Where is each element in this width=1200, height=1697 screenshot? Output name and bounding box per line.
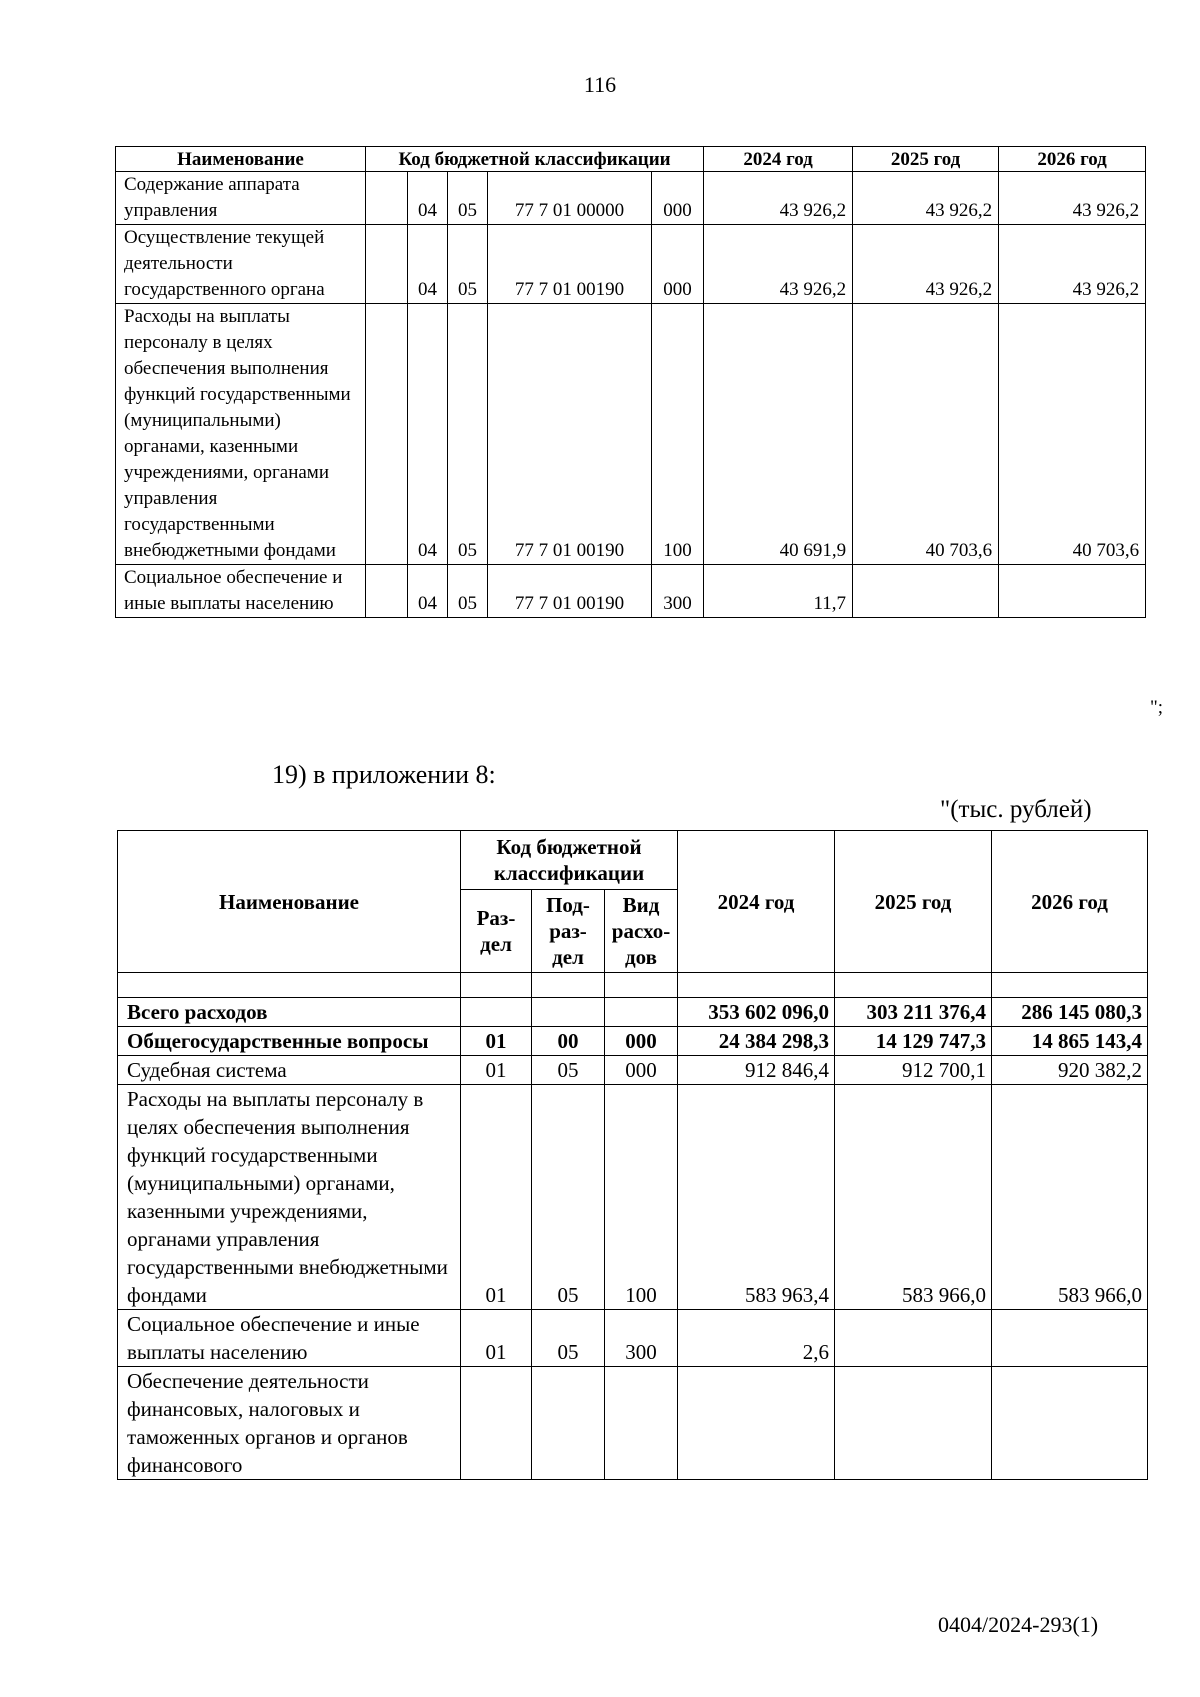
- row-expense-type: 000: [605, 1056, 678, 1085]
- row-podrazdel: 05: [532, 1310, 605, 1367]
- row-razdel: [461, 998, 532, 1027]
- row-name: Обеспечение деятельности финансовых, налоговых и таможенных органов и органов финансового: [118, 1367, 461, 1480]
- table-header-row: [118, 831, 1148, 890]
- row-2024-value: 40 691,9: [704, 304, 853, 565]
- header-2025: 2025 год: [853, 147, 999, 172]
- row-podrazdel: 05: [532, 1085, 605, 1310]
- row-2024-value: [678, 1367, 835, 1480]
- row-podrazdel: 05: [448, 225, 488, 304]
- row-name: Содержание аппарата управления: [116, 172, 366, 225]
- table-row: [118, 1085, 1148, 1310]
- row-name: Общегосударственные вопросы: [118, 1027, 461, 1056]
- header-budget-code: Код бюджетной классификации: [461, 831, 678, 890]
- table-row: [118, 1056, 1148, 1085]
- row-expense-type: [605, 1367, 678, 1480]
- row-target-article: 77 7 01 00000: [488, 172, 652, 225]
- table-header-row: [116, 147, 1146, 172]
- row-2024-value: 353 602 096,0: [678, 998, 835, 1027]
- row-name: Расходы на выплаты персоналу в целях обеспечения выполнения функций государственными (муниципальными) органами, казенными учреждениями, органами управления государственными внебюджетными фондами: [118, 1085, 461, 1310]
- row-podrazdel: [532, 998, 605, 1027]
- header-podrazdel: Под-раз-дел: [532, 890, 605, 973]
- page-number: 116: [583, 72, 617, 97]
- header-razdel: Раз-дел: [461, 890, 532, 973]
- row-name: Социальное обеспечение и иные выплаты населению: [116, 565, 366, 618]
- row-expense-type: [605, 998, 678, 1027]
- row-razdel: 04: [408, 304, 448, 565]
- row-2024-value: 11,7: [704, 565, 853, 618]
- row-razdel: 04: [408, 225, 448, 304]
- row-podrazdel: 05: [532, 1056, 605, 1085]
- row-2025-value: 43 926,2: [853, 172, 999, 225]
- row-name: Расходы на выплаты персоналу в целях обеспечения выполнения функций государственными (муниципальными) органами, казенными учреждениями, органами управления государственными внебюджетными фондами: [116, 304, 366, 565]
- row-2026-value: 286 145 080,3: [992, 998, 1148, 1027]
- section-intro: 19) в приложении 8:: [272, 760, 496, 789]
- table-row: [116, 225, 1146, 304]
- row-podrazdel: 00: [532, 1027, 605, 1056]
- row-2026-value: 43 926,2: [999, 225, 1146, 304]
- row-blank-cell: [366, 172, 408, 225]
- row-2026-value: [992, 1310, 1148, 1367]
- row-blank-cell: [366, 225, 408, 304]
- row-razdel: [461, 1367, 532, 1480]
- table-row: [118, 1367, 1148, 1480]
- row-name: Всего расходов: [118, 998, 461, 1027]
- row-podrazdel: 05: [448, 172, 488, 225]
- header-2024: 2024 год: [704, 147, 853, 172]
- row-2025-value: [835, 1310, 992, 1367]
- row-2025-value: 303 211 376,4: [835, 998, 992, 1027]
- row-podrazdel: 05: [448, 565, 488, 618]
- header-name: Наименование: [116, 147, 366, 172]
- row-expense-type: 100: [605, 1085, 678, 1310]
- table-row: [116, 172, 1146, 225]
- row-2025-value: [853, 565, 999, 618]
- row-2025-value: 43 926,2: [853, 225, 999, 304]
- header-2024: 2024 год: [678, 831, 835, 973]
- row-2026-value: 40 703,6: [999, 304, 1146, 565]
- row-expense-type: 000: [652, 225, 704, 304]
- row-2026-value: [999, 565, 1146, 618]
- row-2024-value: 24 384 298,3: [678, 1027, 835, 1056]
- row-expense-type: 000: [605, 1027, 678, 1056]
- table-row: [118, 1027, 1148, 1056]
- row-name: Осуществление текущей деятельности государственного органа: [116, 225, 366, 304]
- row-blank-cell: [366, 304, 408, 565]
- row-2024-value: 583 963,4: [678, 1085, 835, 1310]
- row-razdel: 01: [461, 1085, 532, 1310]
- units-label: "(тыс. рублей): [940, 796, 1092, 823]
- closing-quote-mark: ";: [1150, 697, 1164, 718]
- row-blank-cell: [366, 565, 408, 618]
- row-2024-value: 912 846,4: [678, 1056, 835, 1085]
- row-target-article: 77 7 01 00190: [488, 304, 652, 565]
- header-expense-type: Вид расхо-дов: [605, 890, 678, 973]
- row-razdel: 04: [408, 565, 448, 618]
- row-2025-value: [835, 1367, 992, 1480]
- expenditure-table: [117, 830, 1148, 1480]
- row-2026-value: 583 966,0: [992, 1085, 1148, 1310]
- header-2025: 2025 год: [835, 831, 992, 973]
- table-spacer-row: [118, 973, 1148, 998]
- row-2024-value: 43 926,2: [704, 172, 853, 225]
- document-code: 0404/2024-293(1): [938, 1612, 1099, 1637]
- row-2025-value: 40 703,6: [853, 304, 999, 565]
- row-2026-value: 14 865 143,4: [992, 1027, 1148, 1056]
- row-target-article: 77 7 01 00190: [488, 225, 652, 304]
- row-podrazdel: [532, 1367, 605, 1480]
- row-razdel: 01: [461, 1027, 532, 1056]
- table-row: [118, 998, 1148, 1027]
- header-2026: 2026 год: [999, 147, 1146, 172]
- row-expense-type: 300: [605, 1310, 678, 1367]
- row-2025-value: 14 129 747,3: [835, 1027, 992, 1056]
- row-expense-type: 000: [652, 172, 704, 225]
- row-2026-value: 43 926,2: [999, 172, 1146, 225]
- row-2026-value: 920 382,2: [992, 1056, 1148, 1085]
- row-razdel: 01: [461, 1056, 532, 1085]
- header-2026: 2026 год: [992, 831, 1148, 973]
- header-name: Наименование: [118, 831, 461, 973]
- header-budget-code: Код бюджетной классификации: [366, 147, 704, 172]
- row-expense-type: 100: [652, 304, 704, 565]
- row-expense-type: 300: [652, 565, 704, 618]
- row-2025-value: 583 966,0: [835, 1085, 992, 1310]
- row-2024-value: 43 926,2: [704, 225, 853, 304]
- row-target-article: 77 7 01 00190: [488, 565, 652, 618]
- row-podrazdel: 05: [448, 304, 488, 565]
- row-name: Судебная система: [118, 1056, 461, 1085]
- table-row: [116, 304, 1146, 565]
- row-2024-value: 2,6: [678, 1310, 835, 1367]
- row-2026-value: [992, 1367, 1148, 1480]
- table-row: [118, 1310, 1148, 1367]
- row-razdel: 01: [461, 1310, 532, 1367]
- row-2025-value: 912 700,1: [835, 1056, 992, 1085]
- budget-table-continuation: [115, 146, 1146, 618]
- row-razdel: 04: [408, 172, 448, 225]
- row-name: Социальное обеспечение и иные выплаты населению: [118, 1310, 461, 1367]
- table-row: [116, 565, 1146, 618]
